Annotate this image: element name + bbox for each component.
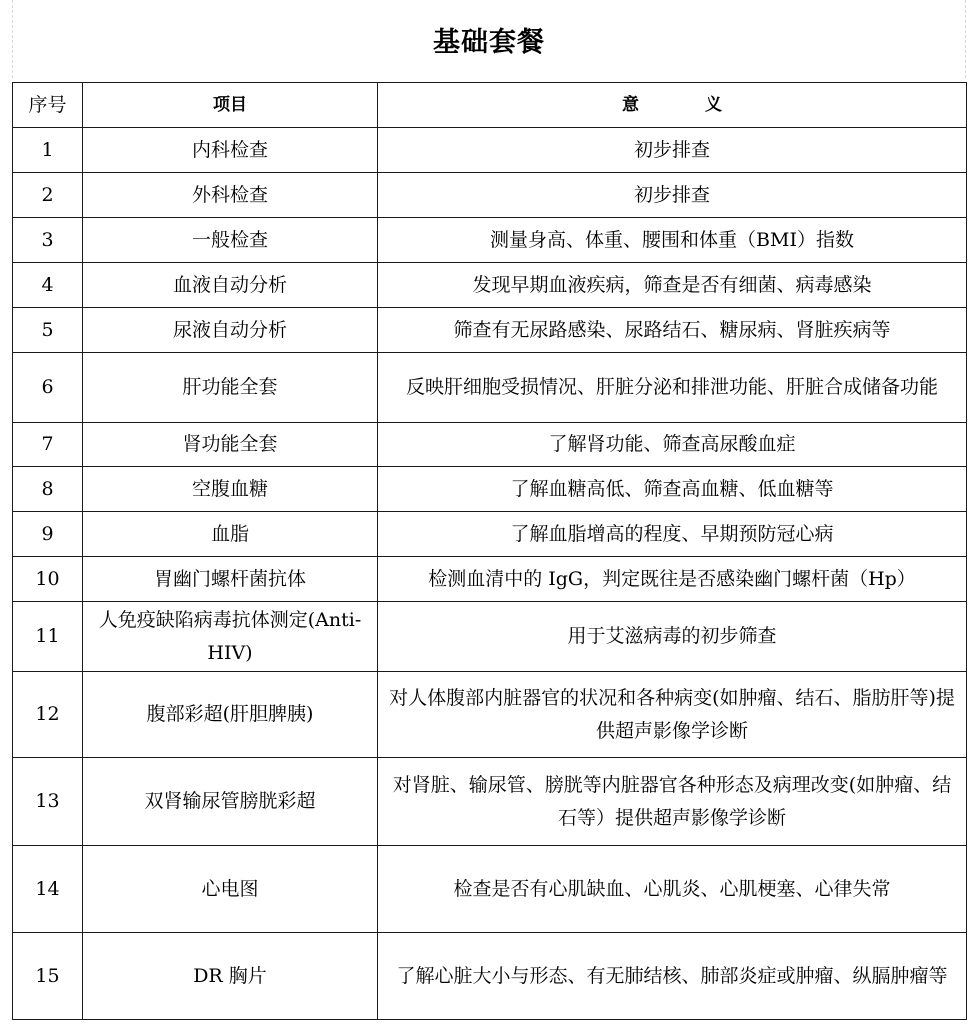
row-item: 内科检查 — [83, 128, 378, 173]
row-no: 6 — [13, 353, 83, 423]
row-no: 5 — [13, 308, 83, 353]
row-no: 15 — [13, 933, 83, 1020]
table-row — [13, 173, 967, 218]
table-header-row — [13, 83, 967, 128]
row-item: 双肾输尿管膀胱彩超 — [83, 758, 378, 846]
title-bar — [12, 0, 966, 78]
table-row — [13, 353, 967, 423]
row-item: DR 胸片 — [83, 933, 378, 1020]
row-meaning: 检测血清中的 IgG，判定既往是否感染幽门螺杆菌（Hp） — [378, 557, 967, 602]
row-item: 肝功能全套 — [83, 353, 378, 423]
row-no: 7 — [13, 423, 83, 467]
row-meaning: 反映肝细胞受损情况、肝脏分泌和排泄功能、肝脏合成储备功能 — [378, 353, 967, 423]
row-item: 一般检查 — [83, 218, 378, 263]
row-meaning: 初步排查 — [378, 128, 967, 173]
row-no: 10 — [13, 557, 83, 602]
row-item: 肾功能全套 — [83, 423, 378, 467]
table-row — [13, 467, 967, 512]
row-meaning: 对人体腹部内脏器官的状况和各种病变(如肿瘤、结石、脂肪肝等)提供超声影像学诊断 — [378, 672, 967, 758]
row-item: 空腹血糖 — [83, 467, 378, 512]
package-table — [12, 82, 967, 1020]
row-meaning: 筛查有无尿路感染、尿路结石、糖尿病、肾脏疾病等 — [378, 308, 967, 353]
row-meaning: 发现早期血液疾病，筛查是否有细菌、病毒感染 — [378, 263, 967, 308]
row-meaning: 了解血脂增高的程度、早期预防冠心病 — [378, 512, 967, 557]
header-no: 序号 — [13, 83, 83, 128]
row-item: 胃幽门螺杆菌抗体 — [83, 557, 378, 602]
table-row — [13, 846, 967, 933]
row-meaning: 了解血糖高低、筛查高血糖、低血糖等 — [378, 467, 967, 512]
row-no: 3 — [13, 218, 83, 263]
row-meaning: 了解心脏大小与形态、有无肺结核、肺部炎症或肿瘤、纵膈肿瘤等 — [378, 933, 967, 1020]
table-row — [13, 602, 967, 672]
table-row — [13, 128, 967, 173]
row-meaning: 用于艾滋病毒的初步筛查 — [378, 602, 967, 672]
table-row — [13, 933, 967, 1020]
row-item: 腹部彩超(肝胆脾胰) — [83, 672, 378, 758]
row-no: 8 — [13, 467, 83, 512]
row-no: 2 — [13, 173, 83, 218]
row-item: 心电图 — [83, 846, 378, 933]
row-item: 血液自动分析 — [83, 263, 378, 308]
row-meaning: 测量身高、体重、腰围和体重（BMI）指数 — [378, 218, 967, 263]
table-row — [13, 758, 967, 846]
row-item: 人免疫缺陷病毒抗体测定(Anti-HIV) — [83, 602, 378, 672]
table-row — [13, 218, 967, 263]
row-meaning: 检查是否有心肌缺血、心肌炎、心肌梗塞、心律失常 — [378, 846, 967, 933]
row-no: 13 — [13, 758, 83, 846]
table-row — [13, 512, 967, 557]
table-row — [13, 672, 967, 758]
row-item: 外科检查 — [83, 173, 378, 218]
header-meaning: 意 义 — [378, 83, 967, 128]
row-no: 12 — [13, 672, 83, 758]
row-no: 9 — [13, 512, 83, 557]
page-title: 基础套餐 — [433, 26, 545, 58]
row-item: 血脂 — [83, 512, 378, 557]
table-row — [13, 263, 967, 308]
row-meaning: 了解肾功能、筛查高尿酸血症 — [378, 423, 967, 467]
table-row — [13, 423, 967, 467]
table-row — [13, 308, 967, 353]
row-item: 尿液自动分析 — [83, 308, 378, 353]
row-meaning: 对肾脏、输尿管、膀胱等内脏器官各种形态及病理改变(如肿瘤、结石等）提供超声影像学诊断 — [378, 758, 967, 846]
row-no: 14 — [13, 846, 83, 933]
row-no: 4 — [13, 263, 83, 308]
row-meaning: 初步排查 — [378, 173, 967, 218]
row-no: 11 — [13, 602, 83, 672]
row-no: 1 — [13, 128, 83, 173]
table-row — [13, 557, 967, 602]
header-item: 项目 — [83, 83, 378, 128]
